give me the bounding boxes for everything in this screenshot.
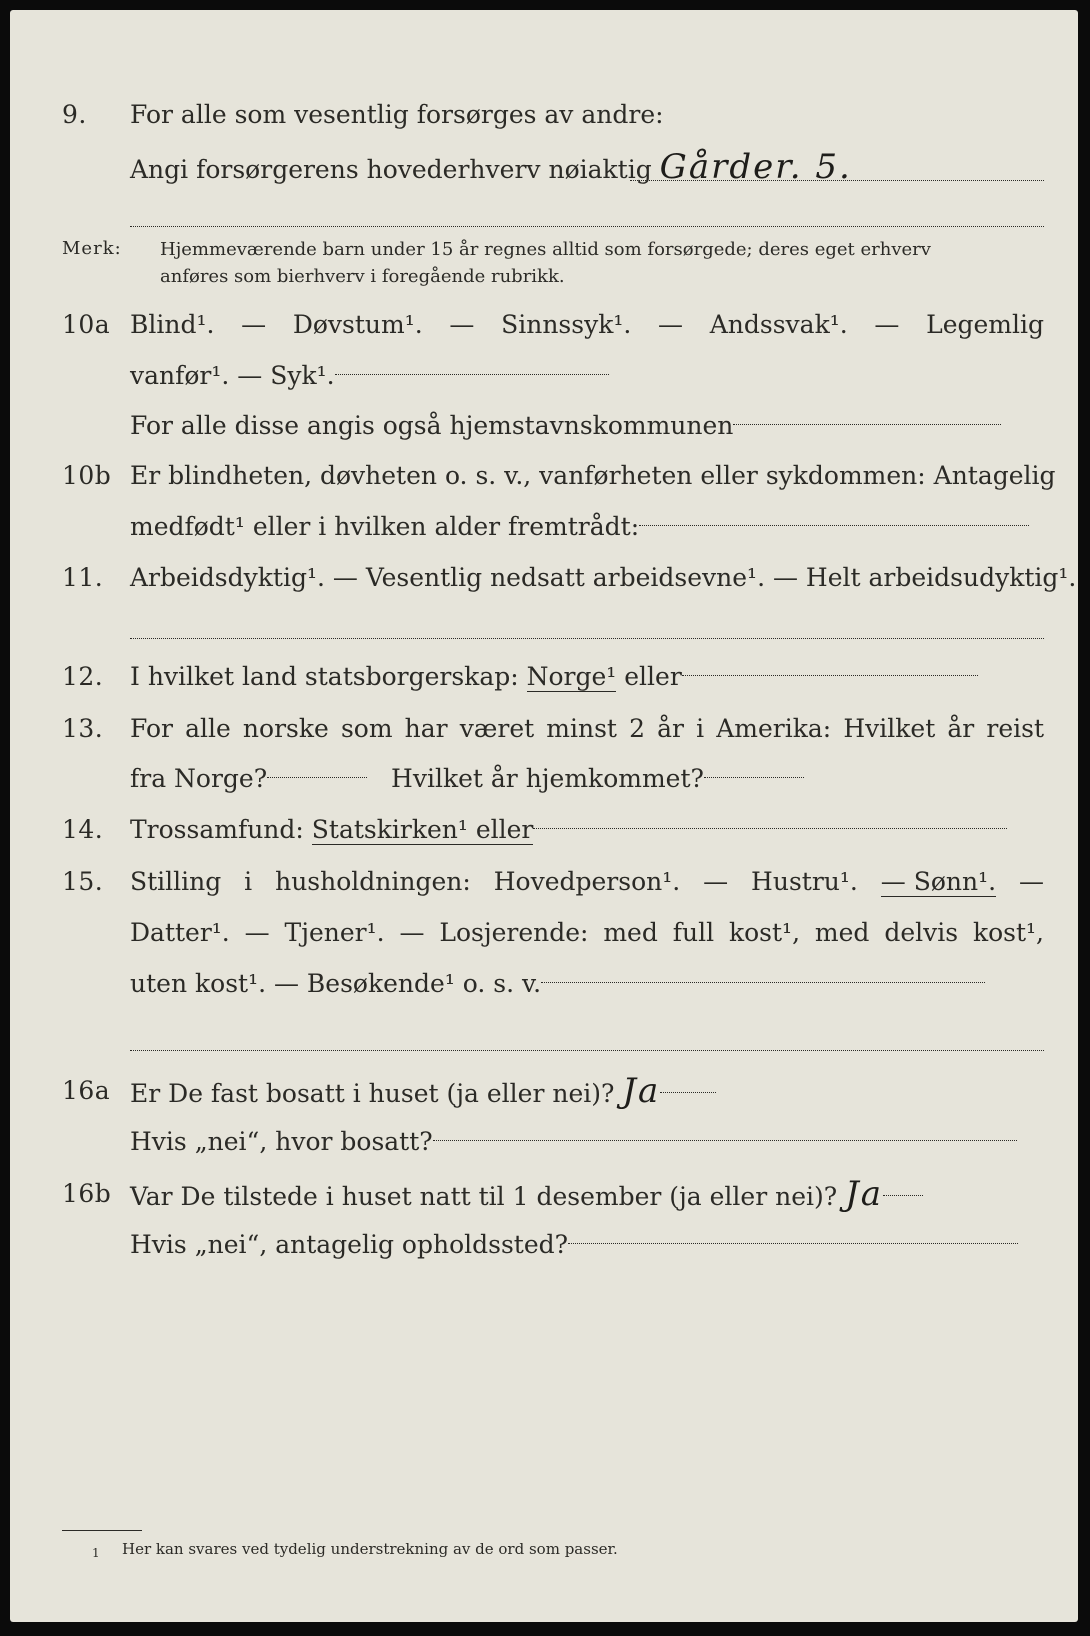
question-12-prefix: I hvilket land statsborgerskap: [130,662,519,691]
answer-line[interactable] [568,1243,1018,1244]
question-12-suffix: eller [624,662,682,691]
answer-line[interactable] [660,1092,716,1093]
question-12-number: 12. [62,662,104,691]
answer-line[interactable] [883,1195,923,1196]
question-10a-row [10,300,1078,350]
answer-line[interactable] [682,675,978,676]
note-text [160,236,1044,290]
question-10b-line2: medfødt¹ eller i hvilken alder fremtrådt: [130,512,640,541]
note-line2: anføres som bierhverv i foregående rubrikk. [160,266,565,287]
question-9-number: 9. [62,100,87,129]
footnote-text: Her kan svares ved tydelig understrekning av de ord som passer. [122,1540,618,1558]
question-13-line2a: fra Norge? [130,764,268,793]
question-9-line2-row [10,142,1078,192]
question-9-line2: Angi forsørgerens hovederhverv nøiaktig [130,155,652,184]
question-15-number: 15. [62,867,104,896]
question-9-line1: For alle som vesentlig forsørges av andre: [130,100,664,129]
footnote-rule [62,1530,142,1531]
question-12-row [10,652,1078,702]
question-16b-number: 16b [62,1179,112,1208]
question-15-line1c: — [1019,867,1045,896]
question-16a-answer[interactable]: Ja [622,1071,661,1111]
answer-line [630,180,1044,181]
question-15-line2: Datter¹. — Tjener¹. — Losjerende: med full kost¹, med delvis kost¹, [130,918,1044,947]
question-10b-row [10,451,1078,501]
question-14-number: 14. [62,815,104,844]
note-line1: Hjemmeværende barn under 15 år regnes alltid som forsørgede; deres eget erhverv [160,239,931,260]
question-14-row [10,805,1078,855]
question-10a-number: 10a [62,310,111,339]
question-10a-line1: Blind¹. — Døvstum¹. — Sinnssyk¹. — Andssvak¹. — Legemlig [130,310,1044,339]
question-11-number: 11. [62,563,104,592]
question-16b-line2: Hvis „nei“, antagelig opholdssted? [130,1230,569,1259]
question-16b-line1: Var De tilstede i huset natt til 1 desember (ja eller nei)? [130,1182,838,1211]
question-9-row [10,90,1078,140]
question-15-row [10,857,1078,907]
question-14-statskirken-option[interactable]: Statskirken¹ eller [311,815,534,844]
question-14-prefix: Trossamfund: [130,815,304,844]
question-10a-line3: For alle disse angis også hjemstavnskommunen [130,411,734,440]
answer-line[interactable] [130,638,1044,639]
answer-line[interactable] [335,374,609,375]
question-9-answer[interactable]: Gårder. 5. [659,147,852,187]
question-12-norge-option[interactable]: Norge¹ [526,662,617,691]
answer-line[interactable] [130,1050,1044,1051]
question-16a-line2: Hvis „nei“, hvor bosatt? [130,1127,433,1156]
question-13-number: 13. [62,714,104,743]
separator-line [130,226,1044,227]
census-form-page [10,10,1078,1622]
question-16a-line1: Er De fast bosatt i huset (ja eller nei)? [130,1079,615,1108]
question-10b-number: 10b [62,461,112,490]
question-16a-row [10,1066,1078,1116]
question-16b-row [10,1169,1078,1219]
note-label: Merk: [62,238,122,259]
answer-line[interactable] [267,777,367,778]
answer-line[interactable] [433,1140,1017,1141]
question-13-row [10,704,1078,754]
question-16b-answer[interactable]: Ja [845,1174,884,1214]
question-15-sonn-option[interactable]: — Sønn¹. [880,867,997,896]
question-16a-number: 16a [62,1076,111,1105]
question-11-row [10,553,1078,603]
question-13-line1: For alle norske som har været minst 2 år i Amerika: Hvilket år reist [130,714,1044,743]
answer-line[interactable] [733,424,1001,425]
question-15-line1a: Stilling i husholdningen: Hovedperson¹. — Hustru¹. [130,867,858,896]
question-15-line3: uten kost¹. — Besøkende¹ o. s. v. [130,969,542,998]
question-10a-line2: vanfør¹. — Syk¹. [130,361,335,390]
question-10b-line1: Er blindheten, døvheten o. s. v., vanførheten eller sykdommen: Antagelig [130,461,1056,490]
answer-line[interactable] [639,525,1029,526]
answer-line[interactable] [704,777,804,778]
footnote-mark: 1 [92,1546,100,1560]
answer-line[interactable] [541,982,985,983]
answer-line[interactable] [533,828,1007,829]
question-13-line2b: Hvilket år hjemkommet? [391,764,704,793]
question-11-line1: Arbeidsdyktig¹. — Vesentlig nedsatt arbeidsevne¹. — Helt arbeidsudyktig¹. [130,563,1077,592]
